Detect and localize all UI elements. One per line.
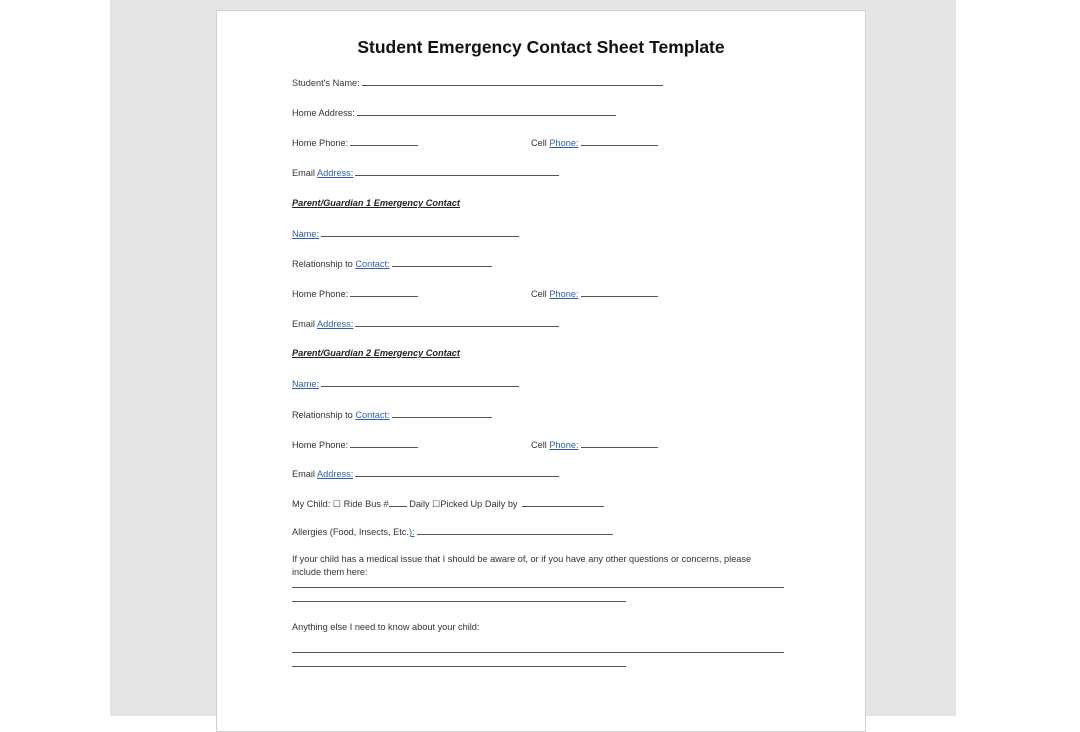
medical-answer-line[interactable]	[292, 601, 626, 602]
label: Relationship to	[292, 410, 353, 420]
guardian1-home-phone-field[interactable]	[292, 287, 418, 299]
blank-line[interactable]	[350, 136, 418, 146]
blank-line[interactable]	[392, 257, 492, 267]
label-link: Address:	[317, 168, 354, 178]
blank-line[interactable]	[350, 438, 418, 448]
label-link: Address:	[317, 469, 354, 479]
anything-else-answer-line[interactable]	[292, 666, 626, 667]
anything-else-answer-line[interactable]	[292, 652, 784, 653]
picked-up-checkbox[interactable]: ☐	[432, 499, 441, 509]
label-link: Phone:	[549, 138, 579, 148]
guardian2-relationship-field[interactable]	[292, 408, 492, 420]
guardian2-home-phone-field[interactable]	[292, 438, 418, 450]
blank-line[interactable]	[417, 525, 613, 535]
label: Student's Name:	[292, 78, 360, 88]
label-link: Name:	[292, 229, 320, 239]
home-phone-field[interactable]	[292, 136, 418, 148]
guardian1-email-field[interactable]	[292, 317, 559, 329]
anything-else-prompt: Anything else I need to know about your child:	[292, 622, 480, 632]
blank-line[interactable]	[362, 76, 663, 86]
label-link: Contact:	[355, 259, 390, 269]
label: Home Phone:	[292, 138, 349, 148]
guardian1-name-field[interactable]	[292, 227, 519, 239]
blank-line[interactable]	[581, 438, 658, 448]
medical-answer-line[interactable]	[292, 587, 784, 588]
label: Home Phone:	[292, 289, 349, 299]
medical-prompt-line2: include them here:	[292, 567, 368, 577]
blank-line[interactable]	[321, 377, 519, 387]
label: Cell	[531, 138, 547, 148]
label: Email	[292, 469, 315, 479]
label: Email	[292, 168, 315, 178]
transport-field	[292, 497, 604, 509]
guardian2-email-field[interactable]	[292, 467, 559, 479]
label: Home Phone:	[292, 440, 349, 450]
label: My Child:	[292, 499, 331, 509]
blank-line[interactable]	[321, 227, 519, 237]
guardian2-heading: Parent/Guardian 2 Emergency Contact	[292, 348, 460, 358]
blank-line[interactable]	[581, 287, 658, 297]
label-link: Name:	[292, 379, 320, 389]
blank-line[interactable]	[581, 136, 658, 146]
label: Cell	[531, 440, 547, 450]
document-title: Student Emergency Contact Sheet Template	[357, 37, 725, 57]
label: Cell	[531, 289, 547, 299]
label: Home Address:	[292, 108, 355, 118]
label-link: Address:	[317, 319, 354, 329]
bus-number-line[interactable]	[389, 497, 407, 507]
blank-line[interactable]	[357, 106, 616, 116]
guardian2-cell-phone-field[interactable]	[531, 438, 658, 450]
label: Relationship to	[292, 259, 353, 269]
label: Daily	[409, 499, 430, 509]
label: Email	[292, 319, 315, 329]
blank-line[interactable]	[522, 497, 604, 507]
label-link: Contact:	[355, 410, 390, 420]
allergies-field[interactable]	[292, 525, 613, 537]
student-name-field[interactable]	[292, 76, 663, 88]
blank-line[interactable]	[355, 166, 559, 176]
blank-line[interactable]	[350, 287, 418, 297]
email-field[interactable]	[292, 166, 559, 178]
guardian1-heading: Parent/Guardian 1 Emergency Contact	[292, 198, 460, 208]
document-page	[216, 10, 866, 732]
ride-bus-checkbox[interactable]: ☐	[332, 499, 342, 509]
cell-phone-field[interactable]	[531, 136, 658, 148]
label: Ride Bus #	[343, 499, 389, 509]
home-address-field[interactable]	[292, 106, 616, 118]
label: Picked Up Daily by	[440, 499, 518, 509]
label: Allergies (Food, Insects, Etc.	[292, 527, 409, 537]
blank-line[interactable]	[355, 317, 559, 327]
medical-prompt-line1: If your child has a medical issue that I should be aware of, or if you have any other questions or concerns, please	[292, 554, 752, 564]
guardian1-relationship-field[interactable]	[292, 257, 492, 269]
label-link: Phone:	[549, 289, 579, 299]
guardian1-cell-phone-field[interactable]	[531, 287, 658, 299]
label-link: Phone:	[549, 440, 579, 450]
blank-line[interactable]	[355, 467, 559, 477]
guardian2-name-field[interactable]	[292, 377, 519, 389]
blank-line[interactable]	[392, 408, 492, 418]
label-link: ):	[408, 527, 415, 537]
